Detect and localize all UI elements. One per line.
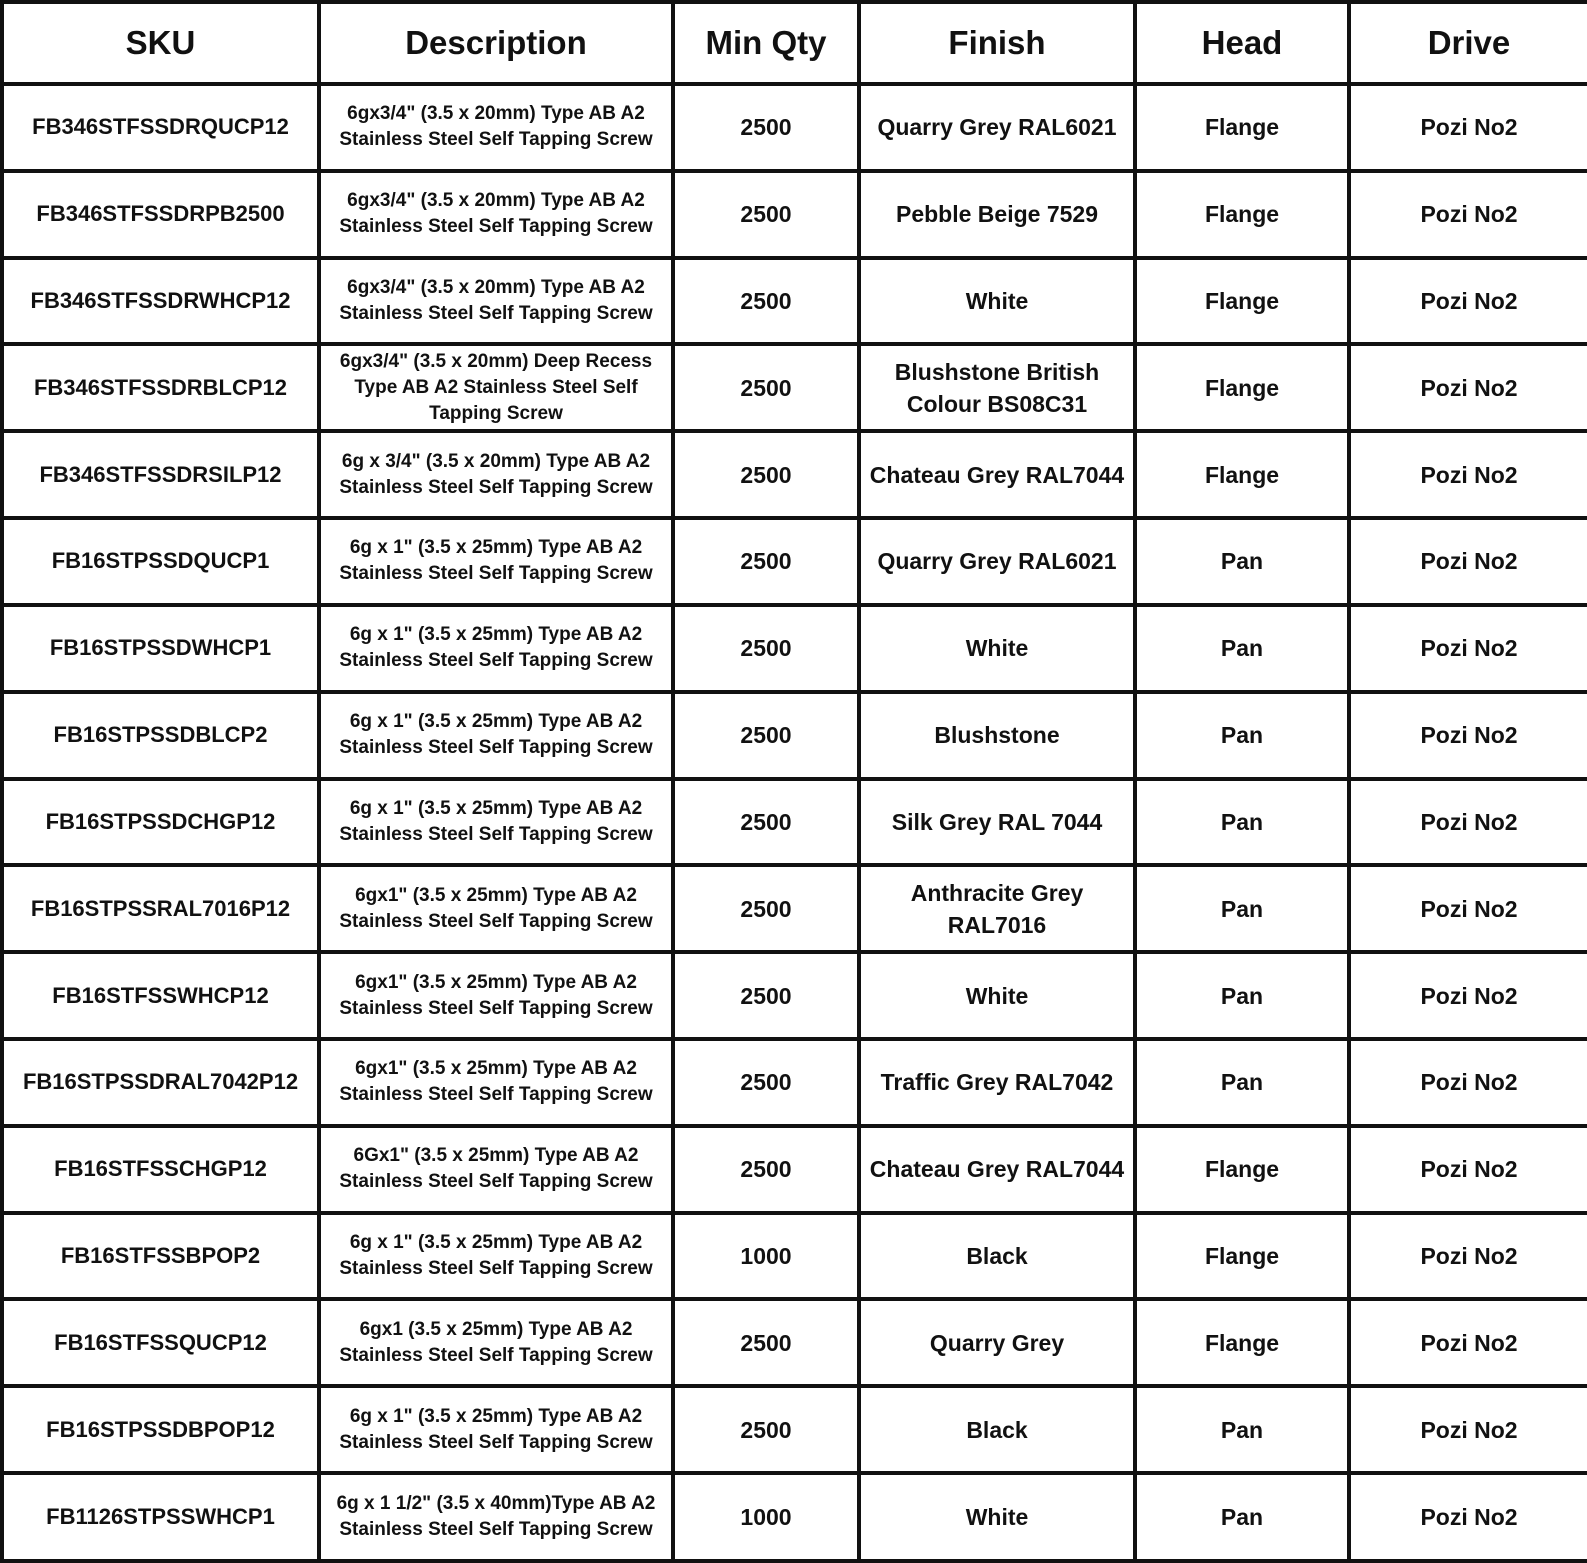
header-drive: Drive [1349, 2, 1587, 84]
cell-finish: Blushstone British Colour BS08C31 [859, 344, 1135, 431]
cell-finish: Quarry Grey [859, 1299, 1135, 1386]
cell-finish: Black [859, 1386, 1135, 1473]
table-row [2, 258, 1587, 345]
cell-sku: FB16STPSSDCHGP12 [2, 779, 319, 866]
cell-finish: Anthracite Grey RAL7016 [859, 865, 1135, 952]
cell-min-qty: 2500 [673, 171, 859, 258]
table-row [2, 518, 1587, 605]
cell-head: Flange [1135, 84, 1349, 171]
cell-description: 6gx3/4" (3.5 x 20mm) Type AB A2 Stainless Steel Self Tapping Screw [319, 258, 673, 345]
cell-head: Flange [1135, 431, 1349, 518]
cell-description: 6g x 1" (3.5 x 25mm) Type AB A2 Stainless Steel Self Tapping Screw [319, 692, 673, 779]
cell-sku: FB16STFSSQUCP12 [2, 1299, 319, 1386]
cell-sku: FB16STFSSBPOP2 [2, 1213, 319, 1300]
cell-drive: Pozi No2 [1349, 1386, 1587, 1473]
header-finish: Finish [859, 2, 1135, 84]
cell-sku: FB346STFSSDRBLCP12 [2, 344, 319, 431]
cell-sku: FB346STFSSDRSILP12 [2, 431, 319, 518]
cell-description: 6gx1" (3.5 x 25mm) Type AB A2 Stainless Steel Self Tapping Screw [319, 952, 673, 1039]
table-row [2, 1126, 1587, 1213]
cell-min-qty: 2500 [673, 1386, 859, 1473]
cell-drive: Pozi No2 [1349, 692, 1587, 779]
cell-head: Pan [1135, 1386, 1349, 1473]
table-row [2, 1039, 1587, 1126]
cell-sku: FB346STFSSDRPB2500 [2, 171, 319, 258]
cell-finish: Traffic Grey RAL7042 [859, 1039, 1135, 1126]
table-row [2, 171, 1587, 258]
cell-sku: FB16STPSSDWHCP1 [2, 605, 319, 692]
cell-head: Flange [1135, 1213, 1349, 1300]
cell-finish: Chateau Grey RAL7044 [859, 1126, 1135, 1213]
cell-min-qty: 2500 [673, 1299, 859, 1386]
cell-finish: White [859, 258, 1135, 345]
cell-description: 6gx3/4" (3.5 x 20mm) Type AB A2 Stainless Steel Self Tapping Screw [319, 171, 673, 258]
cell-sku: FB16STFSSCHGP12 [2, 1126, 319, 1213]
header-head: Head [1135, 2, 1349, 84]
cell-drive: Pozi No2 [1349, 1039, 1587, 1126]
cell-min-qty: 2500 [673, 605, 859, 692]
cell-description: 6g x 1" (3.5 x 25mm) Type AB A2 Stainless Steel Self Tapping Screw [319, 605, 673, 692]
table-row [2, 952, 1587, 1039]
table-row [2, 605, 1587, 692]
header-min-qty: Min Qty [673, 2, 859, 84]
cell-min-qty: 2500 [673, 692, 859, 779]
cell-sku: FB16STPSSRAL7016P12 [2, 865, 319, 952]
cell-sku: FB346STFSSDRQUCP12 [2, 84, 319, 171]
cell-finish: White [859, 605, 1135, 692]
cell-sku: FB16STPSSDBPOP12 [2, 1386, 319, 1473]
cell-head: Flange [1135, 344, 1349, 431]
cell-min-qty: 2500 [673, 84, 859, 171]
cell-finish: Blushstone [859, 692, 1135, 779]
cell-head: Pan [1135, 952, 1349, 1039]
cell-sku: FB16STFSSWHCP12 [2, 952, 319, 1039]
cell-description: 6g x 3/4" (3.5 x 20mm) Type AB A2 Stainless Steel Self Tapping Screw [319, 431, 673, 518]
table-row [2, 865, 1587, 952]
cell-description: 6Gx1" (3.5 x 25mm) Type AB A2 Stainless Steel Self Tapping Screw [319, 1126, 673, 1213]
cell-min-qty: 2500 [673, 779, 859, 866]
cell-description: 6gx1 (3.5 x 25mm) Type AB A2 Stainless Steel Self Tapping Screw [319, 1299, 673, 1386]
cell-finish: Chateau Grey RAL7044 [859, 431, 1135, 518]
cell-min-qty: 1000 [673, 1213, 859, 1300]
table-row [2, 344, 1587, 431]
cell-drive: Pozi No2 [1349, 779, 1587, 866]
cell-head: Flange [1135, 1126, 1349, 1213]
cell-drive: Pozi No2 [1349, 258, 1587, 345]
cell-finish: Quarry Grey RAL6021 [859, 84, 1135, 171]
cell-drive: Pozi No2 [1349, 1213, 1587, 1300]
cell-description: 6gx3/4" (3.5 x 20mm) Deep Recess Type AB A2 Stainless Steel Self Tapping Screw [319, 344, 673, 431]
cell-drive: Pozi No2 [1349, 344, 1587, 431]
table-row [2, 1386, 1587, 1473]
cell-sku: FB16STPSSDQUCP1 [2, 518, 319, 605]
cell-min-qty: 2500 [673, 1039, 859, 1126]
cell-head: Pan [1135, 605, 1349, 692]
cell-head: Flange [1135, 171, 1349, 258]
cell-min-qty: 2500 [673, 431, 859, 518]
cell-drive: Pozi No2 [1349, 431, 1587, 518]
header-row [2, 2, 1587, 84]
cell-sku: FB346STFSSDRWHCP12 [2, 258, 319, 345]
cell-head: Flange [1135, 258, 1349, 345]
cell-min-qty: 2500 [673, 1126, 859, 1213]
cell-description: 6gx1" (3.5 x 25mm) Type AB A2 Stainless Steel Self Tapping Screw [319, 1039, 673, 1126]
cell-drive: Pozi No2 [1349, 865, 1587, 952]
cell-description: 6g x 1" (3.5 x 25mm) Type AB A2 Stainless Steel Self Tapping Screw [319, 1213, 673, 1300]
table-row [2, 431, 1587, 518]
cell-min-qty: 2500 [673, 258, 859, 345]
cell-head: Pan [1135, 779, 1349, 866]
cell-finish: Quarry Grey RAL6021 [859, 518, 1135, 605]
table-row [2, 1473, 1587, 1561]
cell-drive: Pozi No2 [1349, 1473, 1587, 1561]
cell-sku: FB16STPSSDBLCP2 [2, 692, 319, 779]
cell-min-qty: 2500 [673, 865, 859, 952]
cell-head: Pan [1135, 692, 1349, 779]
cell-head: Pan [1135, 1039, 1349, 1126]
cell-drive: Pozi No2 [1349, 84, 1587, 171]
table-row [2, 779, 1587, 866]
table-row [2, 84, 1587, 171]
table-row [2, 1213, 1587, 1300]
table-body [2, 84, 1587, 1561]
cell-drive: Pozi No2 [1349, 1126, 1587, 1213]
cell-sku: FB1126STPSSWHCP1 [2, 1473, 319, 1561]
cell-head: Flange [1135, 1299, 1349, 1386]
cell-finish: White [859, 1473, 1135, 1561]
cell-finish: Silk Grey RAL 7044 [859, 779, 1135, 866]
cell-min-qty: 2500 [673, 518, 859, 605]
table-row [2, 1299, 1587, 1386]
cell-description: 6g x 1" (3.5 x 25mm) Type AB A2 Stainless Steel Self Tapping Screw [319, 518, 673, 605]
cell-drive: Pozi No2 [1349, 171, 1587, 258]
cell-description: 6gx1" (3.5 x 25mm) Type AB A2 Stainless Steel Self Tapping Screw [319, 865, 673, 952]
cell-min-qty: 1000 [673, 1473, 859, 1561]
header-description: Description [319, 2, 673, 84]
cell-min-qty: 2500 [673, 952, 859, 1039]
cell-description: 6g x 1" (3.5 x 25mm) Type AB A2 Stainless Steel Self Tapping Screw [319, 779, 673, 866]
cell-description: 6g x 1 1/2" (3.5 x 40mm)Type AB A2 Stainless Steel Self Tapping Screw [319, 1473, 673, 1561]
cell-finish: White [859, 952, 1135, 1039]
cell-description: 6gx3/4" (3.5 x 20mm) Type AB A2 Stainless Steel Self Tapping Screw [319, 84, 673, 171]
cell-finish: Pebble Beige 7529 [859, 171, 1135, 258]
header-sku: SKU [2, 2, 319, 84]
cell-sku: FB16STPSSDRAL7042P12 [2, 1039, 319, 1126]
cell-drive: Pozi No2 [1349, 1299, 1587, 1386]
cell-finish: Black [859, 1213, 1135, 1300]
cell-head: Pan [1135, 1473, 1349, 1561]
cell-head: Pan [1135, 865, 1349, 952]
cell-head: Pan [1135, 518, 1349, 605]
cell-description: 6g x 1" (3.5 x 25mm) Type AB A2 Stainless Steel Self Tapping Screw [319, 1386, 673, 1473]
cell-drive: Pozi No2 [1349, 518, 1587, 605]
cell-drive: Pozi No2 [1349, 605, 1587, 692]
table-row [2, 692, 1587, 779]
cell-drive: Pozi No2 [1349, 952, 1587, 1039]
cell-min-qty: 2500 [673, 344, 859, 431]
